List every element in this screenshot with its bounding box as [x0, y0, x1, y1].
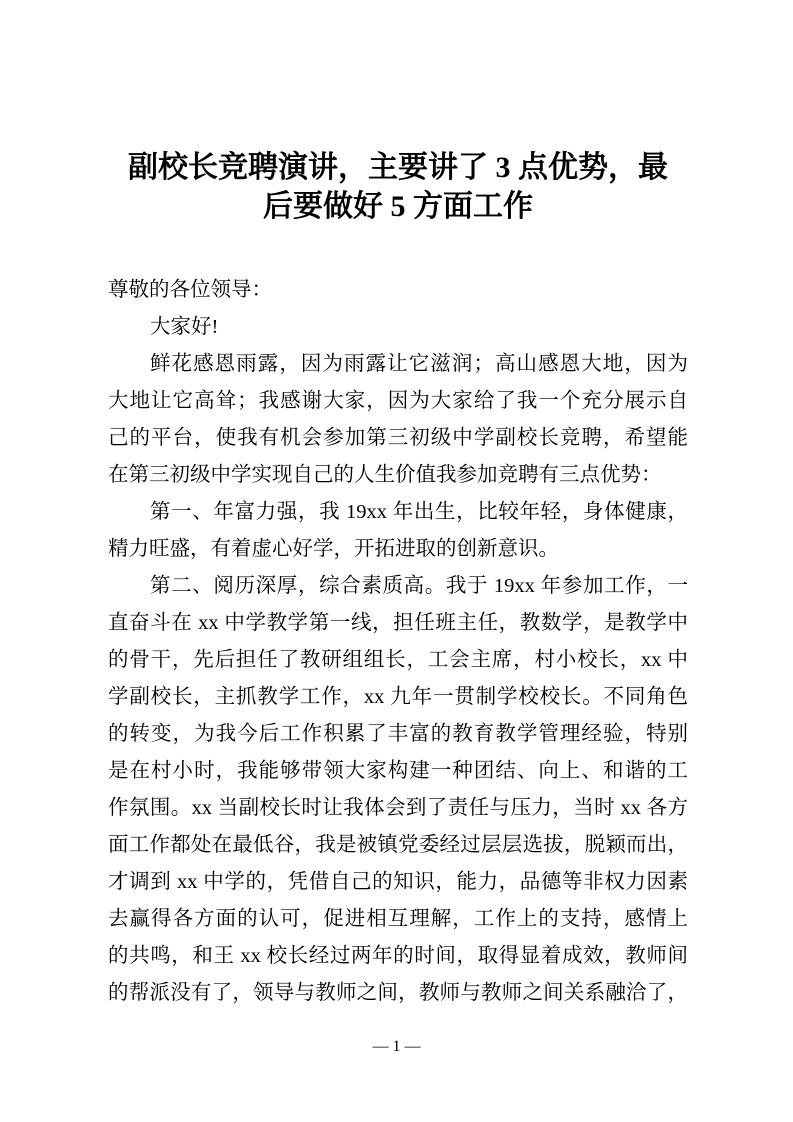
page-number: — 1 — — [372, 1038, 421, 1055]
text-line: 的共鸣，和王 xx 校长经过两年的时间，取得显着成效，教师间 — [108, 945, 688, 967]
text-line: 作氛围。xx 当副校长时让我体会到了责任与压力，当时 xx 各方 — [108, 797, 688, 819]
text-line: 的骨干，先后担任了教研组组长，工会主席，村小校长，xx 中 — [108, 649, 688, 671]
text-line: 大地让它高耸；我感谢大家，因为大家给了我一个充分展示自 — [108, 390, 688, 412]
salutation: 尊敬的各位领导： — [108, 279, 272, 301]
text-line: 才调到 xx 中学的，凭借自己的知识，能力，品德等非权力因素 — [108, 871, 688, 893]
paragraph — [108, 568, 688, 1012]
greeting: 大家好! — [150, 316, 219, 338]
text-line: 的转变，为我今后工作积累了丰富的教育教学管理经验，特别 — [108, 723, 688, 745]
title-line: 副校长竞聘演讲，主要讲了 3 点优势，最 — [128, 151, 668, 184]
text-line: 在第三初级中学实现自己的人生价值我参加竞聘有三点优势： — [108, 464, 662, 486]
text-line: 己的平台，使我有机会参加第三初级中学副校长竞聘，希望能 — [108, 427, 688, 449]
text-line: 的帮派没有了，领导与教师之间，教师与教师之间关系融洽了， — [108, 982, 688, 1004]
paragraph — [108, 346, 688, 494]
text-line: 学副校长，主抓教学工作，xx 九年一贯制学校校长。不同角色 — [108, 686, 688, 708]
title-line: 后要做好 5 方面工作 — [263, 190, 533, 223]
text-line: 去赢得各方面的认可，促进相互理解，工作上的支持，感情上 — [108, 908, 688, 930]
paragraph — [108, 494, 688, 568]
text-line: 是在村小时，我能够带领大家构建一种团结、向上、和谐的工 — [108, 760, 688, 782]
text-line: 面工作都处在最低谷，我是被镇党委经过层层选拔，脱颖而出， — [108, 834, 688, 856]
text-line: 直奋斗在 xx 中学教学第一线，担任班主任，教数学，是教学中 — [108, 612, 688, 634]
text-line: 精力旺盛，有着虚心好学，开拓进取的创新意识。 — [108, 538, 559, 560]
document-body — [108, 272, 688, 1012]
document-title — [100, 148, 696, 226]
text-line: 鲜花感恩雨露，因为雨露让它滋润；高山感恩大地，因为 — [150, 353, 688, 375]
text-line: 第二、阅历深厚，综合素质高。我于 19xx 年参加工作，一 — [150, 575, 688, 597]
text-line: 第一、年富力强，我 19xx 年出生，比较年轻，身体健康， — [150, 501, 688, 523]
